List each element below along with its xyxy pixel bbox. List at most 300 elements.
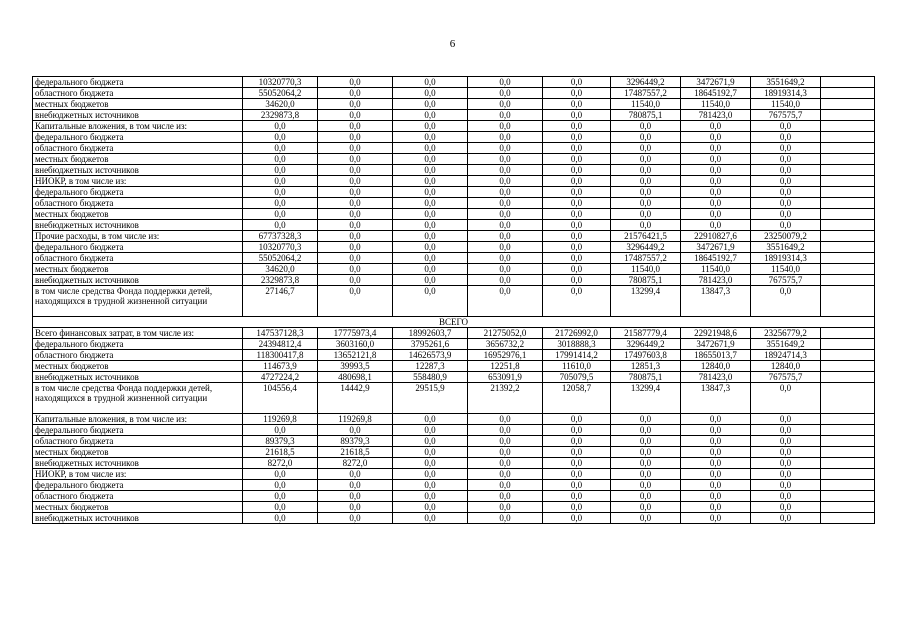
value-cell: 0,0 (543, 231, 611, 242)
value-cell: 0,0 (543, 480, 611, 491)
value-cell: 147537128,3 (243, 328, 318, 339)
value-cell: 0,0 (468, 176, 543, 187)
value-cell: 0,0 (681, 491, 751, 502)
value-cell: 0,0 (393, 121, 468, 132)
empty-cell (821, 242, 875, 253)
value-cell: 0,0 (468, 480, 543, 491)
row-label: внебюджетных источников (33, 220, 243, 231)
value-cell: 0,0 (543, 220, 611, 231)
value-cell: 0,0 (681, 469, 751, 480)
value-cell: 0,0 (468, 121, 543, 132)
table-row (33, 209, 875, 220)
empty-cell (821, 328, 875, 339)
table-row (33, 99, 875, 110)
row-label: федерального бюджета (33, 187, 243, 198)
value-cell: 0,0 (393, 242, 468, 253)
value-cell: 653091,9 (468, 372, 543, 383)
table-row (33, 220, 875, 231)
value-cell: 23250079,2 (751, 231, 821, 242)
value-cell: 0,0 (318, 176, 393, 187)
value-cell: 21726992,0 (543, 328, 611, 339)
value-cell: 0,0 (318, 77, 393, 88)
table-row (33, 121, 875, 132)
value-cell: 0,0 (751, 480, 821, 491)
row-label: местных бюджетов (33, 209, 243, 220)
value-cell: 0,0 (318, 491, 393, 502)
value-cell: 0,0 (681, 132, 751, 143)
value-cell: 0,0 (468, 264, 543, 275)
value-cell: 12840,0 (751, 361, 821, 372)
value-cell: 104556,4 (243, 383, 318, 414)
empty-cell (821, 198, 875, 209)
value-cell: 0,0 (393, 469, 468, 480)
table-row (33, 88, 875, 99)
value-cell: 0,0 (243, 132, 318, 143)
row-label: местных бюджетов (33, 264, 243, 275)
value-cell: 0,0 (681, 121, 751, 132)
page-number: 6 (449, 38, 456, 50)
row-label: внебюджетных источников (33, 110, 243, 121)
empty-cell (821, 176, 875, 187)
value-cell: 0,0 (318, 286, 393, 317)
value-cell: 0,0 (543, 77, 611, 88)
value-cell: 0,0 (751, 220, 821, 231)
value-cell: 27146,7 (243, 286, 318, 317)
value-cell: 0,0 (243, 165, 318, 176)
value-cell: 8272,0 (243, 458, 318, 469)
row-label: федерального бюджета (33, 132, 243, 143)
value-cell: 0,0 (681, 425, 751, 436)
value-cell: 3296449,2 (611, 77, 681, 88)
value-cell: 0,0 (751, 436, 821, 447)
value-cell: 0,0 (243, 121, 318, 132)
empty-cell (821, 231, 875, 242)
value-cell: 0,0 (393, 264, 468, 275)
value-cell: 3018888,3 (543, 339, 611, 350)
value-cell: 18655013,7 (681, 350, 751, 361)
value-cell: 18919314,3 (751, 253, 821, 264)
table-row (33, 425, 875, 436)
row-label: областного бюджета (33, 253, 243, 264)
row-label: внебюджетных источников (33, 372, 243, 383)
value-cell: 0,0 (318, 264, 393, 275)
value-cell: 13847,3 (681, 286, 751, 317)
row-label: местных бюджетов (33, 154, 243, 165)
table-row (33, 513, 875, 524)
value-cell: 0,0 (468, 165, 543, 176)
value-cell: 0,0 (318, 154, 393, 165)
value-cell: 0,0 (751, 447, 821, 458)
value-cell: 2329873,8 (243, 275, 318, 286)
value-cell: 0,0 (681, 480, 751, 491)
table-row (33, 264, 875, 275)
value-cell: 4727224,2 (243, 372, 318, 383)
empty-cell (821, 275, 875, 286)
table-body (33, 77, 875, 524)
value-cell: 23256779,2 (751, 328, 821, 339)
value-cell: 11610,0 (543, 361, 611, 372)
value-cell: 12287,3 (393, 361, 468, 372)
row-label: Капитальные вложения, в том числе из: (33, 414, 243, 425)
value-cell: 0,0 (393, 132, 468, 143)
row-label: внебюджетных источников (33, 275, 243, 286)
value-cell: 0,0 (681, 165, 751, 176)
value-cell: 781423,0 (681, 110, 751, 121)
table-row (33, 253, 875, 264)
row-label: Всего финансовых затрат, в том числе из: (33, 328, 243, 339)
value-cell: 10320770,3 (243, 242, 318, 253)
empty-cell (821, 209, 875, 220)
value-cell: 0,0 (611, 491, 681, 502)
value-cell: 0,0 (751, 165, 821, 176)
value-cell: 0,0 (543, 242, 611, 253)
value-cell: 0,0 (543, 176, 611, 187)
value-cell: 3603160,0 (318, 339, 393, 350)
table-row (33, 414, 875, 425)
value-cell: 0,0 (543, 209, 611, 220)
table-row (33, 286, 875, 317)
value-cell: 0,0 (751, 209, 821, 220)
value-cell: 11540,0 (751, 99, 821, 110)
value-cell: 21587779,4 (611, 328, 681, 339)
value-cell: 17775973,4 (318, 328, 393, 339)
empty-cell (821, 372, 875, 383)
value-cell: 0,0 (468, 209, 543, 220)
section-header-row (33, 317, 875, 328)
value-cell: 0,0 (393, 275, 468, 286)
value-cell: 0,0 (318, 198, 393, 209)
value-cell: 0,0 (468, 187, 543, 198)
empty-cell (821, 132, 875, 143)
value-cell: 0,0 (543, 275, 611, 286)
value-cell: 767575,7 (751, 275, 821, 286)
value-cell: 0,0 (681, 220, 751, 231)
value-cell: 0,0 (611, 469, 681, 480)
value-cell: 0,0 (393, 513, 468, 524)
value-cell: 0,0 (243, 187, 318, 198)
value-cell: 0,0 (611, 121, 681, 132)
value-cell: 3656732,2 (468, 339, 543, 350)
empty-cell (821, 165, 875, 176)
value-cell: 0,0 (393, 143, 468, 154)
value-cell: 0,0 (611, 176, 681, 187)
value-cell: 0,0 (543, 491, 611, 502)
empty-cell (821, 143, 875, 154)
table-row (33, 275, 875, 286)
value-cell: 3472671,9 (681, 242, 751, 253)
value-cell: 0,0 (393, 77, 468, 88)
value-cell: 767575,7 (751, 372, 821, 383)
value-cell: 0,0 (681, 154, 751, 165)
value-cell: 17991414,2 (543, 350, 611, 361)
value-cell: 0,0 (393, 502, 468, 513)
value-cell: 0,0 (393, 110, 468, 121)
value-cell: 0,0 (318, 121, 393, 132)
value-cell: 3472671,9 (681, 77, 751, 88)
value-cell: 0,0 (543, 447, 611, 458)
row-label: в том числе средства Фонда поддержки детей, находящихся в трудной жизненной ситуации (33, 286, 243, 317)
value-cell: 0,0 (681, 513, 751, 524)
value-cell: 12251,8 (468, 361, 543, 372)
value-cell: 0,0 (318, 469, 393, 480)
value-cell: 0,0 (611, 513, 681, 524)
value-cell: 0,0 (468, 198, 543, 209)
value-cell: 34620,0 (243, 264, 318, 275)
empty-cell (821, 491, 875, 502)
value-cell: 0,0 (611, 436, 681, 447)
value-cell: 0,0 (393, 480, 468, 491)
row-label: Прочие расходы, в том числе из: (33, 231, 243, 242)
value-cell: 0,0 (543, 110, 611, 121)
value-cell: 0,0 (318, 425, 393, 436)
empty-cell (821, 383, 875, 414)
empty-cell (821, 436, 875, 447)
row-label: местных бюджетов (33, 99, 243, 110)
value-cell: 0,0 (543, 414, 611, 425)
empty-cell (821, 220, 875, 231)
value-cell: 0,0 (468, 132, 543, 143)
value-cell: 18919314,3 (751, 88, 821, 99)
value-cell: 21392,2 (468, 383, 543, 414)
value-cell: 0,0 (318, 220, 393, 231)
empty-cell (821, 99, 875, 110)
value-cell: 0,0 (681, 198, 751, 209)
value-cell: 0,0 (751, 469, 821, 480)
value-cell: 0,0 (468, 154, 543, 165)
value-cell: 0,0 (318, 513, 393, 524)
empty-cell (821, 480, 875, 491)
value-cell: 0,0 (318, 110, 393, 121)
value-cell: 0,0 (751, 143, 821, 154)
value-cell: 0,0 (543, 99, 611, 110)
value-cell: 21618,5 (243, 447, 318, 458)
row-label: НИОКР, в том числе из: (33, 176, 243, 187)
value-cell: 89379,3 (243, 436, 318, 447)
value-cell: 558480,9 (393, 372, 468, 383)
section-title: ВСЕГО (33, 317, 875, 328)
value-cell: 480698,1 (318, 372, 393, 383)
value-cell: 0,0 (681, 187, 751, 198)
value-cell: 0,0 (243, 176, 318, 187)
row-label: Капитальные вложения, в том числе из: (33, 121, 243, 132)
value-cell: 17497603,8 (611, 350, 681, 361)
value-cell: 0,0 (611, 220, 681, 231)
value-cell: 0,0 (468, 414, 543, 425)
table-row (33, 480, 875, 491)
value-cell: 0,0 (468, 275, 543, 286)
value-cell: 0,0 (751, 132, 821, 143)
value-cell: 14626573,9 (393, 350, 468, 361)
value-cell: 0,0 (681, 458, 751, 469)
table-row (33, 328, 875, 339)
value-cell: 67737328,3 (243, 231, 318, 242)
value-cell: 0,0 (681, 143, 751, 154)
value-cell: 0,0 (543, 253, 611, 264)
value-cell: 118300417,8 (243, 350, 318, 361)
table-row (33, 176, 875, 187)
value-cell: 0,0 (611, 414, 681, 425)
value-cell: 14442,9 (318, 383, 393, 414)
value-cell: 0,0 (543, 143, 611, 154)
table-row (33, 110, 875, 121)
value-cell: 0,0 (543, 469, 611, 480)
empty-cell (821, 513, 875, 524)
table-row (33, 198, 875, 209)
value-cell: 781423,0 (681, 372, 751, 383)
empty-cell (821, 447, 875, 458)
value-cell: 0,0 (318, 231, 393, 242)
table-row (33, 491, 875, 502)
table-row (33, 361, 875, 372)
value-cell: 16952976,1 (468, 350, 543, 361)
value-cell: 0,0 (318, 253, 393, 264)
value-cell: 0,0 (243, 198, 318, 209)
value-cell: 13652121,8 (318, 350, 393, 361)
value-cell: 0,0 (751, 491, 821, 502)
value-cell: 21618,5 (318, 447, 393, 458)
value-cell: 0,0 (751, 198, 821, 209)
value-cell: 21576421,5 (611, 231, 681, 242)
value-cell: 0,0 (611, 425, 681, 436)
value-cell: 0,0 (318, 143, 393, 154)
empty-cell (821, 88, 875, 99)
value-cell: 114673,9 (243, 361, 318, 372)
value-cell: 18645192,7 (681, 253, 751, 264)
row-label: федерального бюджета (33, 480, 243, 491)
value-cell: 0,0 (468, 99, 543, 110)
row-label: областного бюджета (33, 350, 243, 361)
value-cell: 0,0 (611, 143, 681, 154)
value-cell: 0,0 (318, 502, 393, 513)
value-cell: 0,0 (393, 253, 468, 264)
empty-cell (821, 286, 875, 317)
value-cell: 0,0 (611, 165, 681, 176)
value-cell: 0,0 (393, 491, 468, 502)
table-row (33, 165, 875, 176)
value-cell: 0,0 (681, 436, 751, 447)
value-cell: 3551649,2 (751, 77, 821, 88)
value-cell: 2329873,8 (243, 110, 318, 121)
value-cell: 3551649,2 (751, 339, 821, 350)
value-cell: 0,0 (468, 458, 543, 469)
value-cell: 780875,1 (611, 275, 681, 286)
value-cell: 0,0 (681, 209, 751, 220)
table-row (33, 154, 875, 165)
value-cell: 0,0 (468, 425, 543, 436)
value-cell: 0,0 (468, 286, 543, 317)
value-cell: 0,0 (393, 99, 468, 110)
value-cell: 8272,0 (318, 458, 393, 469)
value-cell: 0,0 (543, 436, 611, 447)
value-cell: 0,0 (318, 275, 393, 286)
value-cell: 0,0 (393, 165, 468, 176)
value-cell: 0,0 (243, 491, 318, 502)
value-cell: 0,0 (243, 469, 318, 480)
value-cell: 22921948,6 (681, 328, 751, 339)
row-label: местных бюджетов (33, 361, 243, 372)
value-cell: 24394812,4 (243, 339, 318, 350)
row-label: федерального бюджета (33, 77, 243, 88)
row-label: местных бюджетов (33, 502, 243, 513)
value-cell: 55052064,2 (243, 88, 318, 99)
table-row (33, 436, 875, 447)
row-label: местных бюджетов (33, 447, 243, 458)
value-cell: 0,0 (543, 132, 611, 143)
value-cell: 12851,3 (611, 361, 681, 372)
row-label: областного бюджета (33, 436, 243, 447)
value-cell: 0,0 (468, 220, 543, 231)
empty-cell (821, 502, 875, 513)
value-cell: 0,0 (611, 187, 681, 198)
value-cell: 0,0 (393, 187, 468, 198)
value-cell: 0,0 (611, 480, 681, 491)
value-cell: 3795261,6 (393, 339, 468, 350)
table-row (33, 242, 875, 253)
value-cell: 0,0 (393, 209, 468, 220)
value-cell: 0,0 (393, 154, 468, 165)
table-row (33, 187, 875, 198)
value-cell: 0,0 (318, 99, 393, 110)
value-cell: 0,0 (468, 491, 543, 502)
value-cell: 0,0 (318, 209, 393, 220)
value-cell: 0,0 (611, 458, 681, 469)
value-cell: 0,0 (611, 154, 681, 165)
value-cell: 13299,4 (611, 383, 681, 414)
value-cell: 0,0 (468, 436, 543, 447)
value-cell: 0,0 (393, 176, 468, 187)
row-label: в том числе средства Фонда поддержки детей, находящихся в трудной жизненной ситуации (33, 383, 243, 414)
value-cell: 0,0 (318, 132, 393, 143)
value-cell: 0,0 (751, 425, 821, 436)
value-cell: 39993,5 (318, 361, 393, 372)
value-cell: 0,0 (611, 198, 681, 209)
value-cell: 0,0 (393, 447, 468, 458)
empty-cell (821, 264, 875, 275)
value-cell: 0,0 (543, 198, 611, 209)
empty-cell (821, 339, 875, 350)
value-cell: 0,0 (393, 198, 468, 209)
value-cell: 0,0 (393, 231, 468, 242)
value-cell: 119269,8 (243, 414, 318, 425)
budget-table (32, 76, 875, 524)
table-row (33, 372, 875, 383)
empty-cell (821, 469, 875, 480)
table-row (33, 502, 875, 513)
value-cell: 11540,0 (611, 99, 681, 110)
value-cell: 0,0 (468, 88, 543, 99)
value-cell: 0,0 (468, 513, 543, 524)
table-row (33, 339, 875, 350)
table-row (33, 143, 875, 154)
empty-cell (821, 425, 875, 436)
value-cell: 0,0 (543, 458, 611, 469)
value-cell: 0,0 (318, 242, 393, 253)
value-cell: 0,0 (681, 447, 751, 458)
value-cell: 0,0 (543, 286, 611, 317)
table-row (33, 132, 875, 143)
table-row (33, 231, 875, 242)
value-cell: 3551649,2 (751, 242, 821, 253)
value-cell: 0,0 (543, 425, 611, 436)
value-cell: 0,0 (393, 458, 468, 469)
value-cell: 0,0 (543, 264, 611, 275)
value-cell: 0,0 (751, 383, 821, 414)
row-label: областного бюджета (33, 143, 243, 154)
row-label: федерального бюджета (33, 339, 243, 350)
value-cell: 3296449,2 (611, 242, 681, 253)
empty-cell (821, 361, 875, 372)
value-cell: 13299,4 (611, 286, 681, 317)
